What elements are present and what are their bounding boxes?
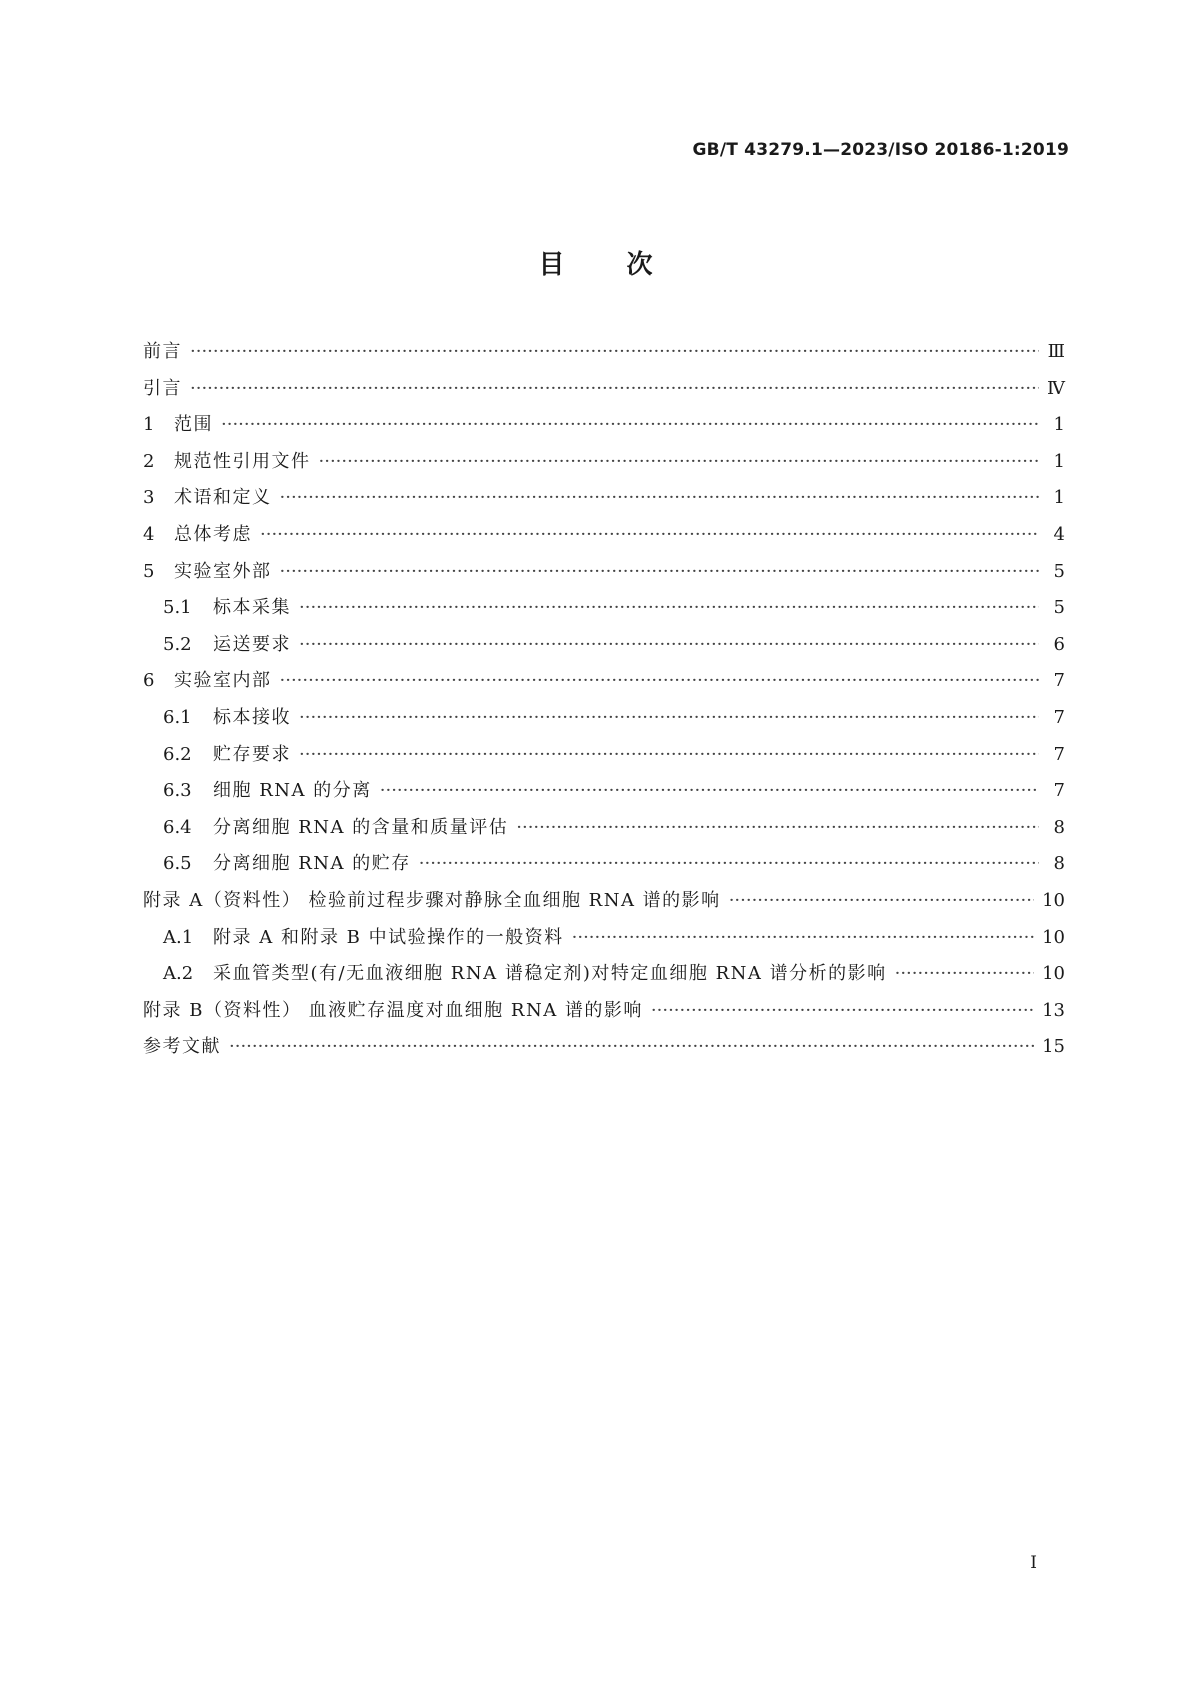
toc-entry-page: 7 [1053, 743, 1065, 765]
dot-leader [299, 707, 1039, 728]
dot-leader [190, 378, 1039, 399]
toc-entry-title: 运送要求 [213, 633, 291, 655]
dot-leader [299, 597, 1039, 618]
dot-leader [380, 780, 1039, 801]
dot-leader [280, 670, 1040, 691]
toc-entry-title: 附录 A 和附录 B 中试验操作的一般资料 [213, 926, 564, 948]
dot-leader [651, 1000, 1034, 1021]
toc-entry-page: 13 [1042, 999, 1065, 1021]
toc-entry[interactable] [143, 666, 1065, 703]
toc-entry[interactable] [143, 776, 1065, 813]
toc-entry-page: 4 [1053, 523, 1065, 545]
toc-entry-title: 实验室内部 [174, 670, 272, 692]
toc-entry-number: 5.2 [163, 633, 192, 655]
toc-entry-title: 实验室外部 [174, 560, 272, 582]
page-number: I [1030, 1553, 1037, 1573]
page-title [0, 244, 1191, 281]
toc-entry-page: Ⅳ [1047, 377, 1065, 399]
toc-entry-title: 附录 A（资料性） 检验前过程步骤对静脉全血细胞 RNA 谱的影响 [143, 889, 721, 911]
toc-entry[interactable] [143, 337, 1065, 374]
toc-entry-title: 分离细胞 RNA 的贮存 [213, 853, 411, 875]
toc-entry-number: 4 [143, 523, 155, 545]
dot-leader [280, 487, 1040, 508]
toc-entry-title: 贮存要求 [213, 743, 291, 765]
toc-entry[interactable] [143, 923, 1065, 960]
toc-entry[interactable] [143, 520, 1065, 557]
toc-entry-page: 15 [1042, 1036, 1065, 1058]
toc-entry-number: 6 [143, 670, 155, 692]
toc-entry-title: 前言 [143, 341, 182, 362]
toc-entry-number: 2 [143, 450, 155, 472]
toc-entry-title: 参考文献 [143, 1036, 221, 1058]
toc-entry-title: 引言 [143, 377, 182, 399]
toc-entry-page: 10 [1042, 926, 1065, 948]
dot-leader [319, 451, 1040, 472]
dot-leader [280, 561, 1040, 582]
toc-entry[interactable] [143, 740, 1065, 777]
toc-entry-page: 1 [1053, 487, 1065, 509]
dot-leader [516, 817, 1039, 838]
toc-entry-page: 8 [1053, 853, 1065, 875]
toc-entry[interactable] [143, 849, 1065, 886]
toc-entry-page: 5 [1053, 597, 1065, 619]
toc-entry-number: 1 [143, 414, 155, 436]
toc-entry-number: A.1 [163, 926, 194, 948]
toc-entry-title: 总体考虑 [174, 523, 252, 545]
dot-leader [419, 853, 1039, 874]
title-char-2: 次 [626, 250, 653, 280]
toc-entry-page: 1 [1053, 450, 1065, 472]
toc-entry-title: 标本接收 [213, 706, 291, 728]
toc-entry-page: 6 [1053, 633, 1065, 655]
toc-entry[interactable] [143, 1032, 1065, 1069]
dot-leader [190, 341, 1039, 362]
dot-leader [895, 963, 1034, 984]
toc-entry-title: 范围 [174, 414, 213, 436]
dot-leader [729, 890, 1034, 911]
toc-entry[interactable] [143, 410, 1065, 447]
title-char-1: 目 [538, 250, 565, 280]
toc-entry-page: 1 [1053, 414, 1065, 436]
toc-entry[interactable] [143, 703, 1065, 740]
toc-entry-page: 5 [1053, 560, 1065, 582]
toc-entry-title: 采血管类型(有/无血液细胞 RNA 谱稳定剂)对特定血细胞 RNA 谱分析的影响 [213, 963, 887, 985]
toc-entry-title: 规范性引用文件 [174, 450, 311, 472]
toc-entry[interactable] [143, 813, 1065, 850]
dot-leader [229, 1036, 1034, 1057]
toc-entry[interactable] [143, 996, 1065, 1033]
toc-entry-number: 3 [143, 487, 155, 509]
toc-entry-number: 6.1 [163, 706, 192, 728]
toc-entry-page: 10 [1042, 889, 1065, 911]
toc-entry-title: 术语和定义 [174, 487, 272, 509]
dot-leader [299, 744, 1039, 765]
toc-entry[interactable] [143, 959, 1065, 996]
toc-list [143, 337, 1065, 1069]
dot-leader [260, 524, 1039, 545]
toc-entry-page: 8 [1053, 816, 1065, 838]
toc-entry[interactable] [143, 557, 1065, 594]
toc-entry-title: 细胞 RNA 的分离 [213, 780, 372, 802]
toc-entry[interactable] [143, 593, 1065, 630]
toc-entry-page: 7 [1053, 706, 1065, 728]
toc-entry-number: 6.4 [163, 816, 192, 838]
toc-entry-page: 7 [1053, 780, 1065, 802]
toc-entry[interactable] [143, 447, 1065, 484]
toc-entry-number: 6.5 [163, 853, 192, 875]
toc-entry-page: Ⅲ [1047, 341, 1065, 362]
toc-entry-number: 6.2 [163, 743, 192, 765]
toc-entry-number: A.2 [163, 963, 194, 985]
toc-entry[interactable] [143, 886, 1065, 923]
toc-entry-number: 6.3 [163, 780, 192, 802]
toc-entry-number: 5.1 [163, 597, 192, 619]
toc-entry-page: 10 [1042, 963, 1065, 985]
dot-leader [299, 634, 1039, 655]
standard-number: GB/T 43279.1—2023/ISO 20186-1:2019 [692, 140, 1069, 160]
toc-entry[interactable] [143, 630, 1065, 667]
dot-leader [572, 927, 1034, 948]
toc-entry-page: 7 [1053, 670, 1065, 692]
dot-leader [221, 414, 1039, 435]
toc-entry[interactable] [143, 483, 1065, 520]
toc-entry-title: 分离细胞 RNA 的含量和质量评估 [213, 816, 509, 838]
toc-entry-title: 附录 B（资料性） 血液贮存温度对血细胞 RNA 谱的影响 [143, 999, 643, 1021]
toc-entry[interactable] [143, 374, 1065, 411]
toc-entry-number: 5 [143, 560, 155, 582]
toc-entry-title: 标本采集 [213, 597, 291, 619]
